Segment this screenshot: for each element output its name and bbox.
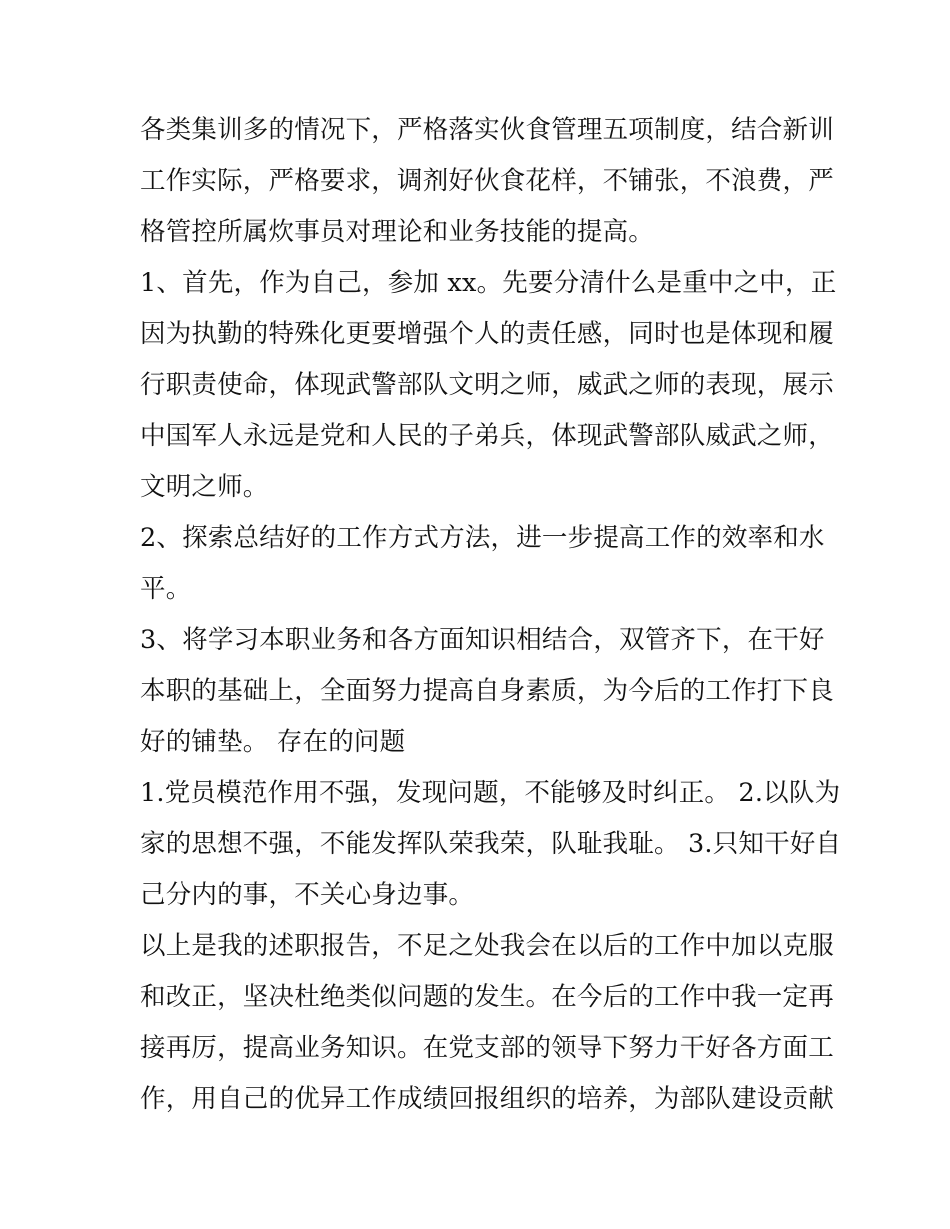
text-line: 1.党员模范作用不强，发现问题，不能够及时纠正。 2.以队为 [140, 778, 841, 808]
text-line: 家的思想不强，不能发挥队荣我荣，队耻我耻。 3.只知干好自 [140, 829, 842, 859]
text-line: 中国军人永远是党和人民的子弟兵，体现武警部队威武之师， [140, 421, 834, 451]
text-line: 和改正，坚决杜绝类似问题的发生。在今后的工作中我一定再 [140, 982, 834, 1012]
text-line: 平。 [140, 574, 192, 604]
text-line: 因为执勤的特殊化更要增强个人的责任感，同时也是体现和履 [140, 319, 834, 349]
text-line: 工作实际，严格要求，调剂好伙食花样，不铺张，不浪费，严 [140, 166, 834, 196]
text-line: 格管控所属炊事员对理论和业务技能的提高。 [140, 217, 655, 247]
text-line: 好的铺垫。 存在的问题 [140, 727, 406, 757]
text-line: 作，用自己的优异工作成绩回报组织的培养，为部队建设贡献 [140, 1084, 834, 1114]
text-line: 行职责使命，体现武警部队文明之师，威武之师的表现，展示 [140, 370, 834, 400]
text-line: 以上是我的述职报告，不足之处我会在以后的工作中加以克服 [140, 931, 834, 961]
text-line: 接再厉，提高业务知识。在党支部的领导下努力干好各方面工 [140, 1033, 834, 1063]
text-line: 2、探索总结好的工作方式方法，进一步提高工作的效率和水 [140, 523, 825, 553]
text-line: 各类集训多的情况下，严格落实伙食管理五项制度，结合新训 [140, 115, 834, 145]
text-line: 文明之师。 [140, 472, 269, 502]
text-line: 己分内的事，不关心身边事。 [140, 880, 475, 910]
text-line: 3、将学习本职业务和各方面知识相结合，双管齐下，在干好 [140, 625, 825, 655]
text-line: 本职的基础上，全面努力提高自身素质，为今后的工作打下良 [140, 676, 834, 706]
text-line: 1、首先，作为自己，参加 xx。先要分清什么是重中之中，正 [140, 268, 837, 298]
